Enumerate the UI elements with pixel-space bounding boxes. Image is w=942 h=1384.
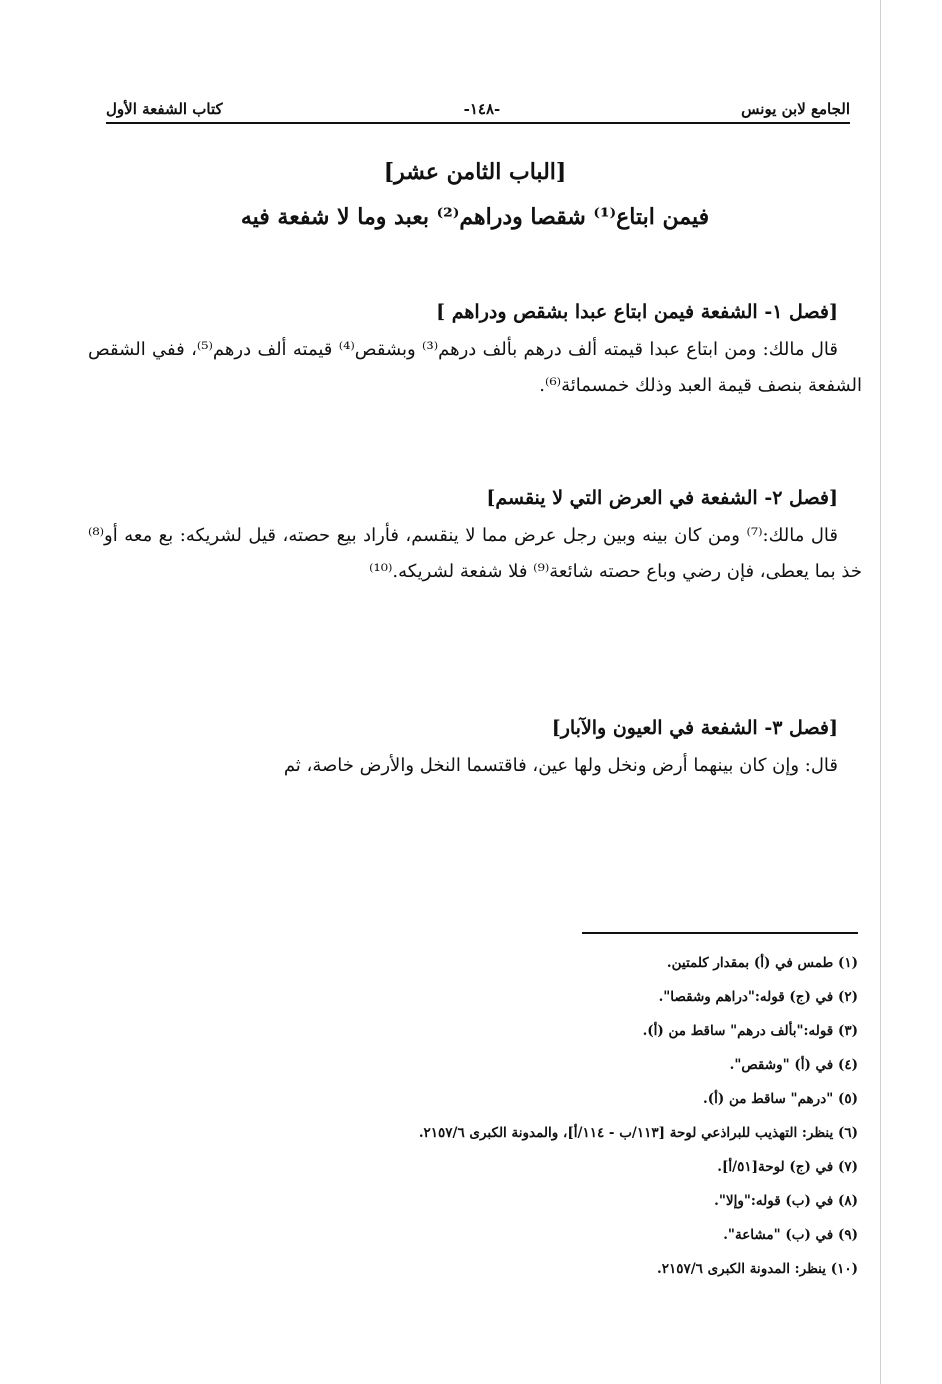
footnote: (٥) "درهم" ساقط من (أ). (703, 1091, 858, 1107)
footnote: (٤) في (أ) "وشقص". (729, 1057, 858, 1073)
footnote: (٦) ينظر: التهذيب للبراذعي لوحة [١١٣/ب - ١١٤/أ]، والمدونة الكبرى ٢١٥٧/٦. (418, 1125, 858, 1141)
section-heading: [فصل ١- الشفعة فيمن ابتاع عبدا بشقص ودراهم ] (436, 301, 838, 323)
footnote: (١٠) ينظر: المدونة الكبرى ٢١٥٧/٦. (657, 1261, 858, 1277)
footnote: (٣) قوله:"بألف درهم" ساقط من (أ). (642, 1023, 858, 1039)
footnote: (٧) في (ج) لوحة[٥١/أ]. (717, 1159, 858, 1175)
chapter-title: [الباب الثامن عشر] (383, 159, 567, 185)
section-3 (88, 708, 862, 784)
section-body: قال: وإن كان بينهما أرض ونخل ولها عين، فاقتسما النخل والأرض خاصة، ثم (283, 755, 838, 776)
footnote: (١) طمس في (أ) بمقدار كلمتين. (666, 955, 858, 971)
section-1 (88, 292, 862, 404)
footnote: (٢) في (ج) قوله:"دراهم وشقصا". (658, 989, 858, 1005)
section-2 (88, 478, 862, 590)
chapter-titles (88, 150, 862, 240)
section-body: قال مالك: ومن ابتاع عبدا قيمته ألف درهم بألف درهم⁽³⁾ وبشقص⁽⁴⁾ قيمته ألف درهم⁽⁵⁾، ففي الشقص الشفعة بنصف قيمة العبد وذلك خمسمائة⁽⁶⁾. (88, 339, 862, 396)
book-page (88, 0, 862, 1384)
footnote-separator (582, 932, 858, 934)
footnotes-list (88, 946, 858, 1286)
section-body: قال مالك:⁽⁷⁾ ومن كان بينه وبين رجل عرض مما لا ينقسم، فأراد بيع حصته، قيل لشريكه: بع معه أو⁽⁸⁾ خذ بما يعطى، فإن رضي وباع حصته شائعة⁽⁹⁾ فلا شفعة لشريكه.⁽¹⁰⁾ (88, 525, 862, 582)
page-number: -١٤٨- (463, 100, 501, 118)
footnote: (٩) في (ب) "مشاعة". (723, 1227, 858, 1243)
footnote: (٨) في (ب) قوله:"وإلا". (714, 1193, 858, 1209)
running-header (106, 88, 850, 124)
section-heading: [فصل ٢- الشفعة في العرض التي لا ينقسم] (486, 487, 838, 509)
section-heading: [فصل ٣- الشفعة في العيون والآبار] (551, 717, 838, 739)
scan-edge (880, 0, 881, 1384)
header-section-title: كتاب الشفعة الأول (106, 100, 223, 118)
header-book-title: الجامع لابن يونس (741, 100, 850, 118)
chapter-subtitle: فيمن ابتاع⁽¹⁾ شقصا ودراهم⁽²⁾ بعبد وما لا شفعة فيه (240, 204, 710, 230)
